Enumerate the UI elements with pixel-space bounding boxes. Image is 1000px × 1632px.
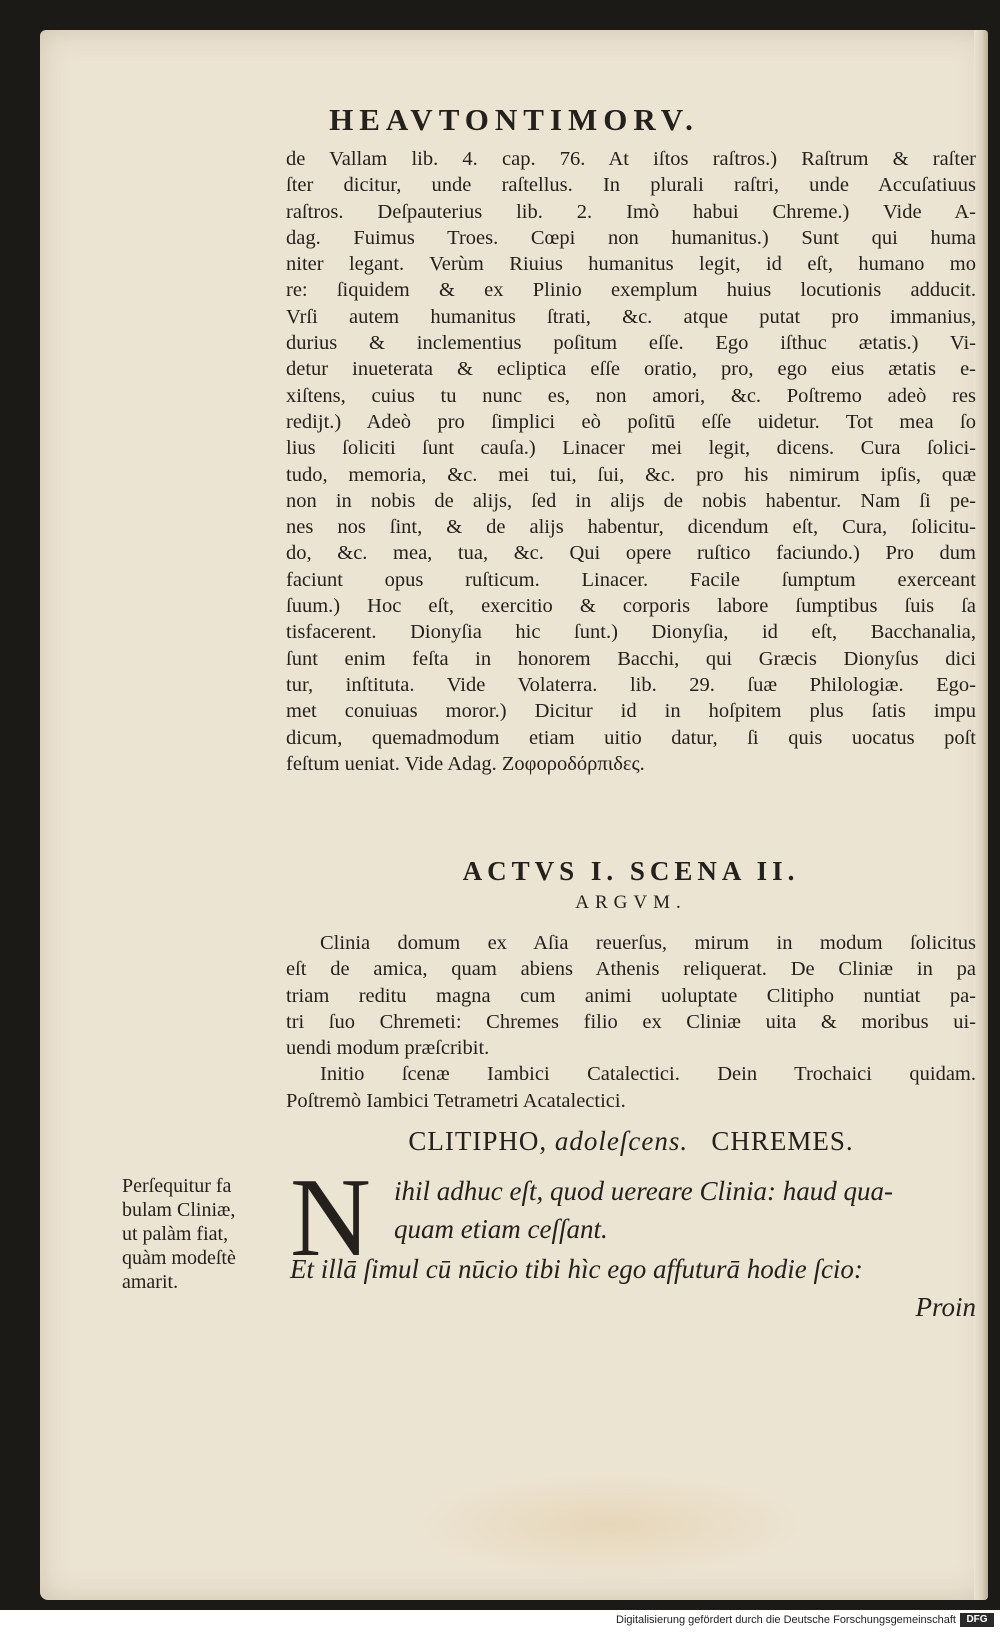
commentary-line: non in nobis de alijs, ſed in alijs de nobis habentur. Nam ſi pe-	[286, 489, 976, 512]
argument-label: ARGVM.	[575, 892, 687, 913]
funding-notice: Digitalisierung gefördert durch die Deutsche Forschungsgemeinschaft	[616, 1614, 956, 1626]
margin-note-line: Perſequitur fa	[122, 1175, 232, 1197]
verse-line: quam etiam ceſſant.	[394, 1214, 608, 1244]
commentary-line: re: ſiquidem & ex Plinio exemplum huius locutionis adducit.	[286, 279, 976, 302]
commentary-line: met conuiuas moror.) Dicitur id in hoſpitem plus ſatis impu	[286, 700, 976, 723]
commentary-line: faciunt opus ruſticum. Linacer. Facile ſumptum exerceant	[286, 568, 976, 591]
commentary-line: tur, inſtituta. Vide Volaterra. lib. 29. ſuæ Philologiæ. Ego-	[286, 673, 976, 696]
argument-line: uendi modum præſcribit.	[286, 1037, 490, 1060]
argument-line: Clinia domum ex Aſia reuerſus, mirum in modum ſolicitus	[320, 932, 976, 954]
water-stain	[400, 1470, 820, 1580]
commentary-block	[286, 146, 976, 777]
commentary-line: xiſtens, cuius tu nunc es, non amori, &c. Poſtremo adeò res	[286, 384, 976, 407]
book-page	[40, 30, 988, 1600]
verse-line: Et illā ſimul cū nūcio tibi hìc ego affuturā hodie ſcio:	[290, 1254, 863, 1284]
commentary-line: ſter dicitur, unde raſtellus. In plurali raſtri, unde Accuſatiuus	[286, 174, 976, 197]
commentary-line: niter legant. Verùm Riuius humanitus legit, id eſt, humano mo	[286, 253, 976, 276]
commentary-line: nes nos ſint, & de alijs habentur, dicendum eſt, Cura, ſolicitu-	[286, 516, 976, 539]
commentary-line: lius ſoliciti ſunt cauſa.) Linacer mei legit, dicens. Cura ſolici-	[286, 437, 976, 460]
commentary-line: ſuum.) Hoc eſt, exercitio & corporis labore ſumptibus ſuis ſa	[286, 595, 976, 618]
meter-line: Initio ſcenæ Iambici Catalectici. Dein Trochaici quidam.	[320, 1063, 976, 1086]
margin-note-line: amarit.	[122, 1271, 179, 1293]
argument-line: triam reditu magna cum animi uoluptate Clitipho nuntiat pa-	[286, 984, 976, 1007]
catchword: Proin	[915, 1292, 976, 1322]
act-heading: ACTVS I. SCENA II.	[462, 856, 800, 886]
speaker-role: adoleſcens.	[554, 1126, 689, 1156]
commentary-line: do, &c. mea, tua, &c. Qui opere ruſtico faciundo.) Pro dum	[286, 542, 976, 565]
margin-note-line: quàm modeſtè	[122, 1247, 236, 1269]
speaker-name: CHREMES.	[711, 1126, 854, 1156]
argument-block	[286, 930, 976, 1114]
commentary-line: tisfacerent. Dionyſia hic ſunt.) Dionyſia, id eſt, Bacchanalia,	[286, 621, 976, 644]
commentary-line: detur inueterata & ecliptica eſſe oratio, pro, ego eius ætatis e-	[286, 358, 976, 381]
commentary-line: ſunt enim feſta in honorem Bacchi, qui Græcis Dionyſus dici	[286, 647, 976, 670]
page-edge	[974, 30, 988, 1600]
commentary-line: raſtros. Deſpauterius lib. 2. Imò habui Chreme.) Vide A-	[286, 200, 976, 223]
margin-note-line: bulam Cliniæ,	[122, 1199, 236, 1221]
meter-line: Poſtremò Iambici Tetrametri Acatalectici.	[286, 1089, 626, 1112]
commentary-line: Vrſi autem humanitus ſtrati, &c. atque putat pro immanius,	[286, 305, 976, 328]
commentary-line: de Vallam lib. 4. cap. 76. At iſtos raſtros.) Raſtrum & raſter	[286, 148, 976, 170]
argument-line: tri ſuo Chremeti: Chremes filio ex Cliniæ uita & moribus ui-	[286, 1010, 976, 1033]
running-head: HEAVTONTIMORV.	[329, 102, 699, 137]
verse-line: ihil adhuc eſt, quod uereare Clinia: haud qua-	[394, 1176, 893, 1206]
commentary-line: dag. Fuimus Troes. Cœpi non humanitus.) Sunt qui huma	[286, 226, 976, 249]
argument-line: eſt de amica, quam abiens Athenis reliquerat. De Cliniæ in pa	[286, 958, 976, 981]
commentary-line: dicum, quemadmodum etiam uitio datur, ſi quis uocatus poſt	[286, 726, 976, 749]
margin-note-line: ut palàm fiat,	[122, 1223, 229, 1245]
speaker-heading	[286, 1126, 976, 1157]
commentary-line: tudo, memoria, &c. mei tui, ſui, &c. pro his nimirum ipſis, quæ	[286, 463, 976, 486]
footer-bar	[0, 1610, 1000, 1632]
commentary-line: durius & inclementius poſitum eſſe. Ego iſthuc ætatis.) Vi-	[286, 332, 976, 355]
speaker-name: CLITIPHO,	[408, 1126, 548, 1156]
commentary-line: feſtum ueniat. Vide Adag. Ζοφοροδόρπιδες.	[286, 752, 645, 775]
drop-cap: N	[290, 1156, 371, 1280]
dfg-logo: DFG	[960, 1613, 994, 1627]
commentary-line: redijt.) Adeò pro ſimplici eò poſitū eſſe uidetur. Tot mea ſo	[286, 410, 976, 433]
